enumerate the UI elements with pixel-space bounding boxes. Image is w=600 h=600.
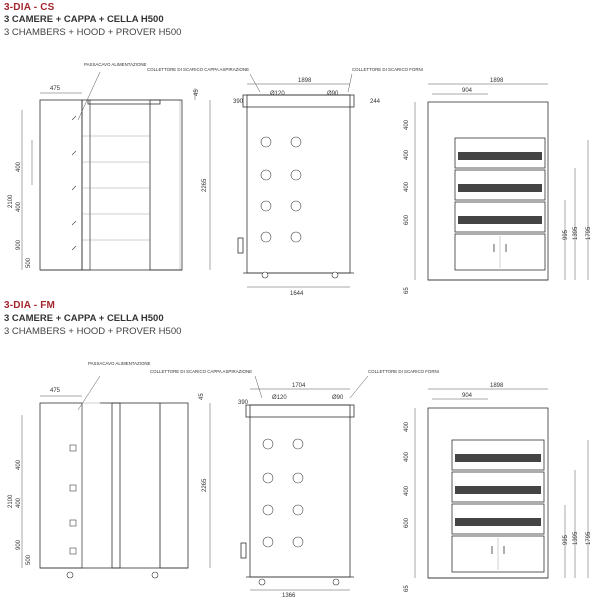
section-code-cs: 3-DIA - CS [4, 2, 55, 13]
side-view-cs [8, 62, 210, 270]
dim-front-pipe2-cs: Ø90 [327, 91, 339, 97]
dim-right-inner-width-fm: 904 [462, 393, 473, 399]
note-oven-collector-cs: COLLETTORE DI SCARICO FORNI [352, 67, 423, 72]
dim-right-c2-cs: 400 [404, 149, 410, 160]
right-view-cs [404, 78, 592, 294]
dim-front-width-fm: 1704 [292, 383, 306, 389]
dim-front-base-width-cs: 1644 [290, 291, 304, 297]
section-title-en-cs: 3 CHAMBERS + HOOD + PROVER H500 [4, 27, 182, 38]
dim-right-c3-cs: 400 [404, 181, 410, 192]
note-hood-collector-cs: COLLETTORE DI SCARICO CAPPA ASPIRAZIONE [147, 67, 250, 72]
note-hood-collector-fm: COLLETTORE DI SCARICO CAPPA ASPIRAZIONE [150, 369, 253, 374]
dim-side-top-height: 45 [194, 89, 200, 96]
dim-right-h3-fm: 1795 [586, 531, 592, 545]
dim-front-off2-cs: 244 [370, 99, 381, 105]
dim-side-top-height-fm: 45 [199, 393, 205, 400]
section-title-en-fm: 3 CHAMBERS + HOOD + PROVER H500 [4, 326, 182, 337]
dim-right-width-fm: 1898 [490, 383, 504, 389]
right-view-fm [404, 383, 592, 592]
dim-right-h3-cs: 1795 [586, 226, 592, 240]
dim-side-v1: 400 [16, 161, 22, 172]
dim-front-base-width-fm: 1366 [282, 593, 296, 599]
section-fm-drawings [8, 361, 592, 599]
dim-right-c1-cs: 400 [404, 119, 410, 130]
dim-front-pipe1-fm: Ø120 [272, 395, 287, 401]
dim-right-c5-cs: 65 [404, 287, 410, 294]
front-view-fm [150, 369, 439, 599]
dim-side-overall-height: 2265 [202, 178, 208, 192]
dim-right-inner-width-cs: 904 [462, 88, 473, 94]
dim-side-v2-fm: 400 [16, 497, 22, 508]
section-title-it-fm: 3 CAMERE + CAPPA + CELLA H500 [4, 313, 164, 324]
dim-front-pipe1-cs: Ø120 [270, 91, 285, 97]
dim-right-h2-fm: 1395 [573, 531, 579, 545]
note-feed-fm: PASSACAVO ALIMENTAZIONE [88, 361, 151, 366]
section-title-it-cs: 3 CAMERE + CAPPA + CELLA H500 [4, 14, 164, 25]
dim-front-pipe2-fm: Ø90 [332, 395, 344, 401]
dim-right-h1-fm: 995 [563, 534, 569, 545]
dim-side-v4: 500 [26, 257, 32, 268]
dim-right-h1-cs: 995 [563, 229, 569, 240]
dim-side-v4-fm: 500 [26, 554, 32, 565]
dim-right-c3-fm: 400 [404, 485, 410, 496]
dim-right-h2-cs: 1395 [573, 226, 579, 240]
dim-front-off1-cs: 390 [233, 99, 244, 105]
section-cs-drawings [8, 62, 592, 297]
dim-right-c4-cs: 600 [404, 214, 410, 225]
dim-side-v1-fm: 400 [16, 459, 22, 470]
dim-right-c2-fm: 400 [404, 451, 410, 462]
section-code-fm: 3-DIA - FM [4, 300, 56, 311]
note-feed-cs: PASSACAVO ALIMENTAZIONE [84, 62, 147, 67]
dim-side-overall-height-fm: 2265 [202, 478, 208, 492]
dim-side-total-height-fm: 2100 [8, 494, 14, 508]
dim-side-top-width: 475 [50, 86, 61, 92]
front-view-cs [147, 67, 423, 297]
dim-side-v3-fm: 900 [16, 539, 22, 550]
dim-right-c4-fm: 600 [404, 517, 410, 528]
dim-right-c5-fm: 65 [404, 585, 410, 592]
dim-front-width-cs: 1898 [298, 78, 312, 84]
dim-right-c1-fm: 400 [404, 421, 410, 432]
dim-front-off1-fm: 390 [238, 400, 249, 406]
dim-side-total-height: 2100 [8, 194, 14, 208]
dim-right-width-cs: 1898 [490, 78, 504, 84]
dim-side-v3: 900 [16, 239, 22, 250]
dim-side-top-width-fm: 475 [50, 388, 61, 394]
note-oven-collector-fm: COLLETTORE DI SCARICO FORNI [368, 369, 439, 374]
dim-side-v2: 400 [16, 201, 22, 212]
side-view-fm [8, 361, 210, 578]
